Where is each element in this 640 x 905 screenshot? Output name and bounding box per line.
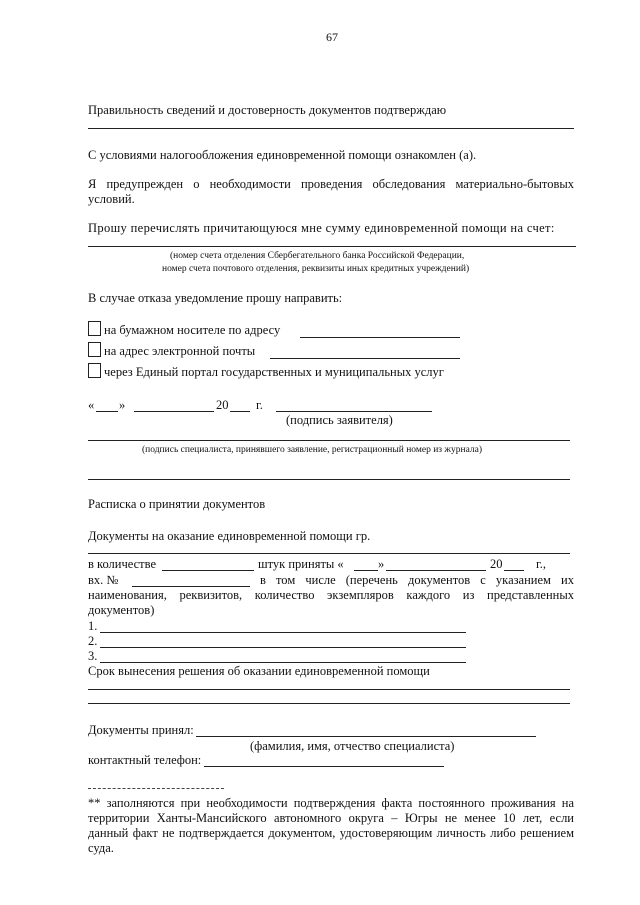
option-email-line[interactable]	[270, 358, 460, 359]
date-month-line[interactable]	[134, 411, 214, 412]
quantity-year: 20	[490, 557, 503, 571]
option-email-checkbox[interactable]	[88, 342, 101, 357]
date-year-suffix: г.	[256, 398, 263, 412]
list-number-2: 2.	[88, 634, 98, 648]
incoming-rest: в том числе (перечень документов с указанием их наименования, реквизитов, количество экземпляров каждого из представленных документов)	[88, 573, 574, 617]
page-number: 67	[326, 30, 338, 44]
date-year-line[interactable]	[230, 411, 250, 412]
confirm-signature-line[interactable]	[88, 128, 574, 129]
quantity-year-suffix: г.,	[536, 557, 546, 571]
quantity-month-line[interactable]	[386, 570, 486, 571]
specialist-signature-line[interactable]	[88, 440, 570, 441]
deadline-text: Срок вынесения решения об оказании единовременной помощи	[88, 664, 430, 678]
accepted-name-line[interactable]	[196, 736, 536, 737]
signature-caption: (подпись заявителя)	[286, 413, 393, 427]
account-caption-2: номер счета почтового отделения, реквизиты иных кредитных учреждений)	[162, 264, 470, 274]
option-paper-checkbox[interactable]	[88, 321, 101, 336]
transfer-text: Прошу перечислять причитающуюся мне сумму единовременной помощи на счет:	[88, 221, 555, 235]
list-number-1: 1.	[88, 619, 98, 633]
option-email-label: на адрес электронной почты	[104, 344, 256, 358]
warned-text: Я предупрежден о необходимости проведения обследования материально-бытовых условий.	[88, 177, 574, 206]
date-day-line[interactable]	[96, 411, 118, 412]
option-paper-address-line[interactable]	[300, 337, 460, 338]
conditions-text: С условиями налогообложения единовременной помощи ознакомлен (а).	[88, 148, 477, 162]
documents-text: Документы на оказание единовременной помощи гр.	[88, 529, 371, 543]
quantity-prefix: в количестве	[88, 557, 157, 571]
option-paper-label: на бумажном носителе по адресу	[104, 323, 281, 337]
list-number-3: 3.	[88, 649, 98, 663]
incoming-prefix: вх. №	[88, 573, 119, 587]
account-input-line[interactable]	[88, 246, 576, 247]
separator-line	[88, 479, 570, 480]
deadline-line-1[interactable]	[88, 689, 570, 690]
refusal-text: В случае отказа уведомление прошу направить:	[88, 291, 343, 305]
accepted-caption: (фамилия, имя, отчество специалиста)	[250, 739, 455, 753]
date-open-quote: «	[88, 398, 95, 412]
quantity-middle: штук приняты «	[258, 557, 344, 571]
phone-line[interactable]	[204, 766, 444, 767]
quantity-count-line[interactable]	[162, 570, 254, 571]
list-line-1[interactable]	[100, 632, 466, 633]
quantity-year-line[interactable]	[504, 570, 524, 571]
specialist-caption: (подпись специалиста, принявшего заявление, регистрационный номер из журнала)	[142, 445, 482, 455]
date-year-prefix: 20	[216, 398, 229, 412]
list-line-2[interactable]	[100, 647, 466, 648]
quantity-day-line[interactable]	[354, 570, 378, 571]
date-close-quote: »	[119, 398, 126, 412]
receipt-title: Расписка о принятии документов	[88, 497, 266, 511]
citizen-name-line[interactable]	[88, 553, 570, 554]
option-portal-label: через Единый портал государственных и муниципальных услуг	[104, 365, 444, 379]
footnote-text: ** заполняются при необходимости подтверждения факта постоянного проживания на территории Ханты-Мансийского автономного округа – Югры не менее 10 лет, если данный факт не подтверждается документом, удостоверяющим личность либо решением суда.	[88, 796, 574, 855]
deadline-line-2[interactable]	[88, 703, 570, 704]
option-portal-checkbox[interactable]	[88, 363, 101, 378]
list-line-3[interactable]	[100, 662, 466, 663]
phone-label: контактный телефон:	[88, 753, 202, 767]
quantity-close: »	[378, 557, 385, 571]
footnote-separator	[88, 788, 224, 789]
account-caption-1: (номер счета отделения Сбербегательного банка Российской Федерации,	[170, 251, 465, 261]
applicant-signature-line[interactable]	[276, 411, 432, 412]
confirm-text: Правильность сведений и достоверность документов подтверждаю	[88, 103, 447, 117]
accepted-label: Документы принял:	[88, 723, 194, 737]
